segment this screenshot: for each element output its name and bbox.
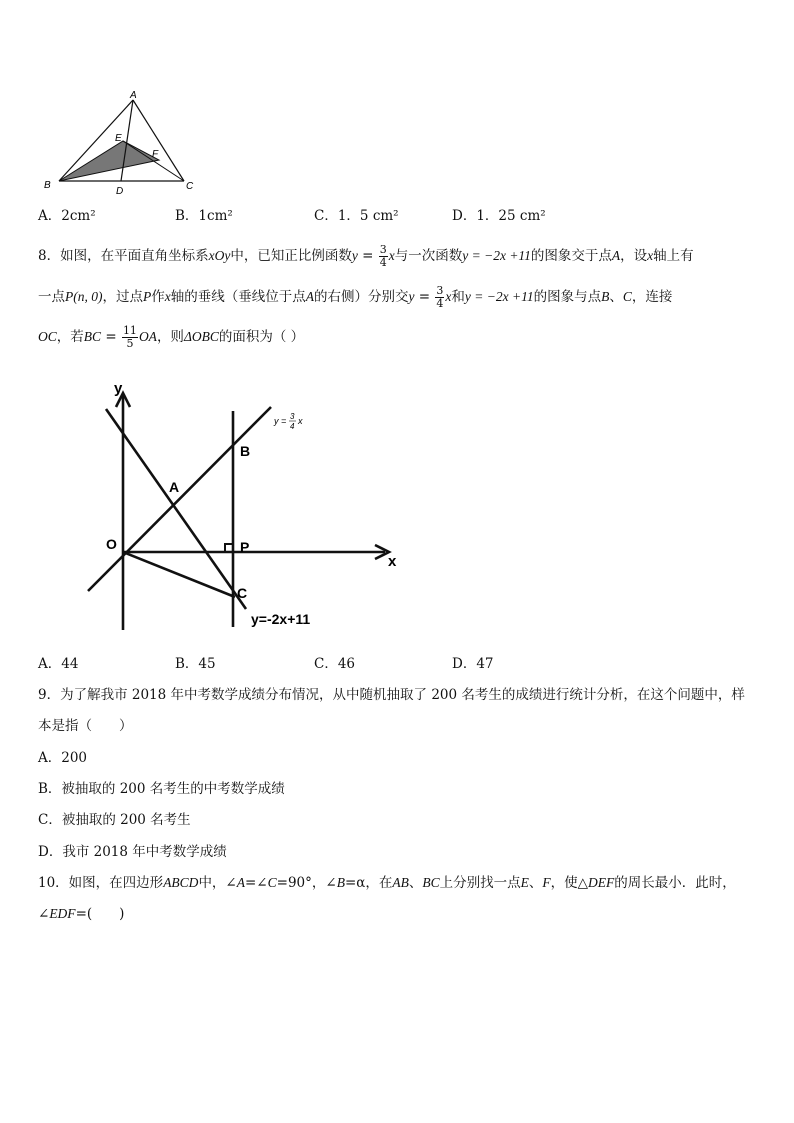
line-y-three-quarters-x [88, 407, 271, 591]
line1-label-num: 3 [290, 412, 295, 421]
label-d: D [116, 186, 124, 197]
segment-ad [121, 100, 133, 181]
q8-option-b: B．45 [175, 656, 216, 672]
coordinate-figure-q8 [80, 375, 410, 635]
origin-label: O [106, 536, 117, 552]
label-b: B [44, 180, 51, 191]
q8-option-a: A．44 [38, 656, 79, 672]
line1-label-pre: y = [274, 416, 287, 426]
triangle-figure-q7 [36, 88, 206, 200]
label-a: A [130, 90, 137, 101]
q7-option-b: B．1cm² [175, 208, 233, 224]
line2-equation-label: y=-2x+11 [251, 611, 311, 627]
q10-line-2: ∠EDF=( ) [38, 906, 125, 922]
fraction-three-quarters-2: $\frac{3}{4}$ [436, 284, 444, 310]
point-a-label: A [169, 479, 180, 495]
q8-line-1: 8．如图，在平面直角坐标系xOy中，已知正比例函数y = $\frac{3}{4}$ x与一次函数y = −2x +11的图象交于点A，设x轴上有 [38, 243, 694, 269]
line1-label-post: x [298, 416, 303, 426]
segment-oc [123, 552, 235, 597]
label-e: E [115, 133, 122, 144]
q9-option-b: B．被抽取的 200 名考生的中考数学成绩 [38, 781, 285, 797]
label-f: F [152, 149, 159, 160]
x-axis-label: x [388, 553, 397, 570]
q8-line-3: OC，若BC = $\frac{11}{5}$ OA，则ΔOBC的面积为（ ） [38, 324, 305, 350]
shaded-triangle-bef [59, 141, 159, 181]
q7-option-c: C．1．5 cm² [314, 208, 399, 224]
line1-label-den: 4 [290, 422, 295, 431]
q9-line-1: 9．为了解我市 2018 年中考数学成绩分布情况，从中随机抽取了 200 名考生的成绩进行统计分析，在这个问题中，样 [38, 687, 745, 703]
q7-option-a: A．2cm² [38, 208, 96, 224]
q8-option-c: C．46 [314, 656, 356, 672]
q8-option-d: D．47 [452, 656, 494, 672]
q9-line-2: 本是指（ ） [38, 718, 133, 734]
point-c-label: C [237, 585, 248, 601]
q7-option-d: D．1．25 cm² [452, 208, 546, 224]
q9-option-d: D．我市 2018 年中考数学成绩 [38, 844, 227, 860]
side-ac [133, 100, 184, 181]
y-axis-label: y [114, 380, 123, 397]
q9-option-a: A．200 [38, 750, 88, 766]
line1-equation-label [273, 412, 303, 431]
point-b-label: B [240, 443, 251, 459]
fraction-eleven-fifths: $\frac{11}{5}$ [122, 324, 137, 350]
q9-option-c: C．被抽取的 200 名考生 [38, 812, 191, 828]
point-p-label: P [240, 539, 250, 555]
q8-line-2: 一点P(n, 0)，过点P作x轴的垂线（垂线位于点A的右侧）分别交y = $\frac{3}{4}$ x和y = −2x +11的图象与点B、C，连接 [38, 284, 673, 310]
line-y-minus-2x-plus-11 [106, 409, 246, 609]
fraction-three-quarters: $\frac{3}{4}$ [379, 243, 387, 269]
q10-line-1: 10．如图，在四边形ABCD中，∠A=∠C=90°，∠B=α，在AB、BC上分别找一点E、F，使△DEF的周长最小．此时， [38, 875, 736, 891]
label-c: C [186, 181, 194, 192]
